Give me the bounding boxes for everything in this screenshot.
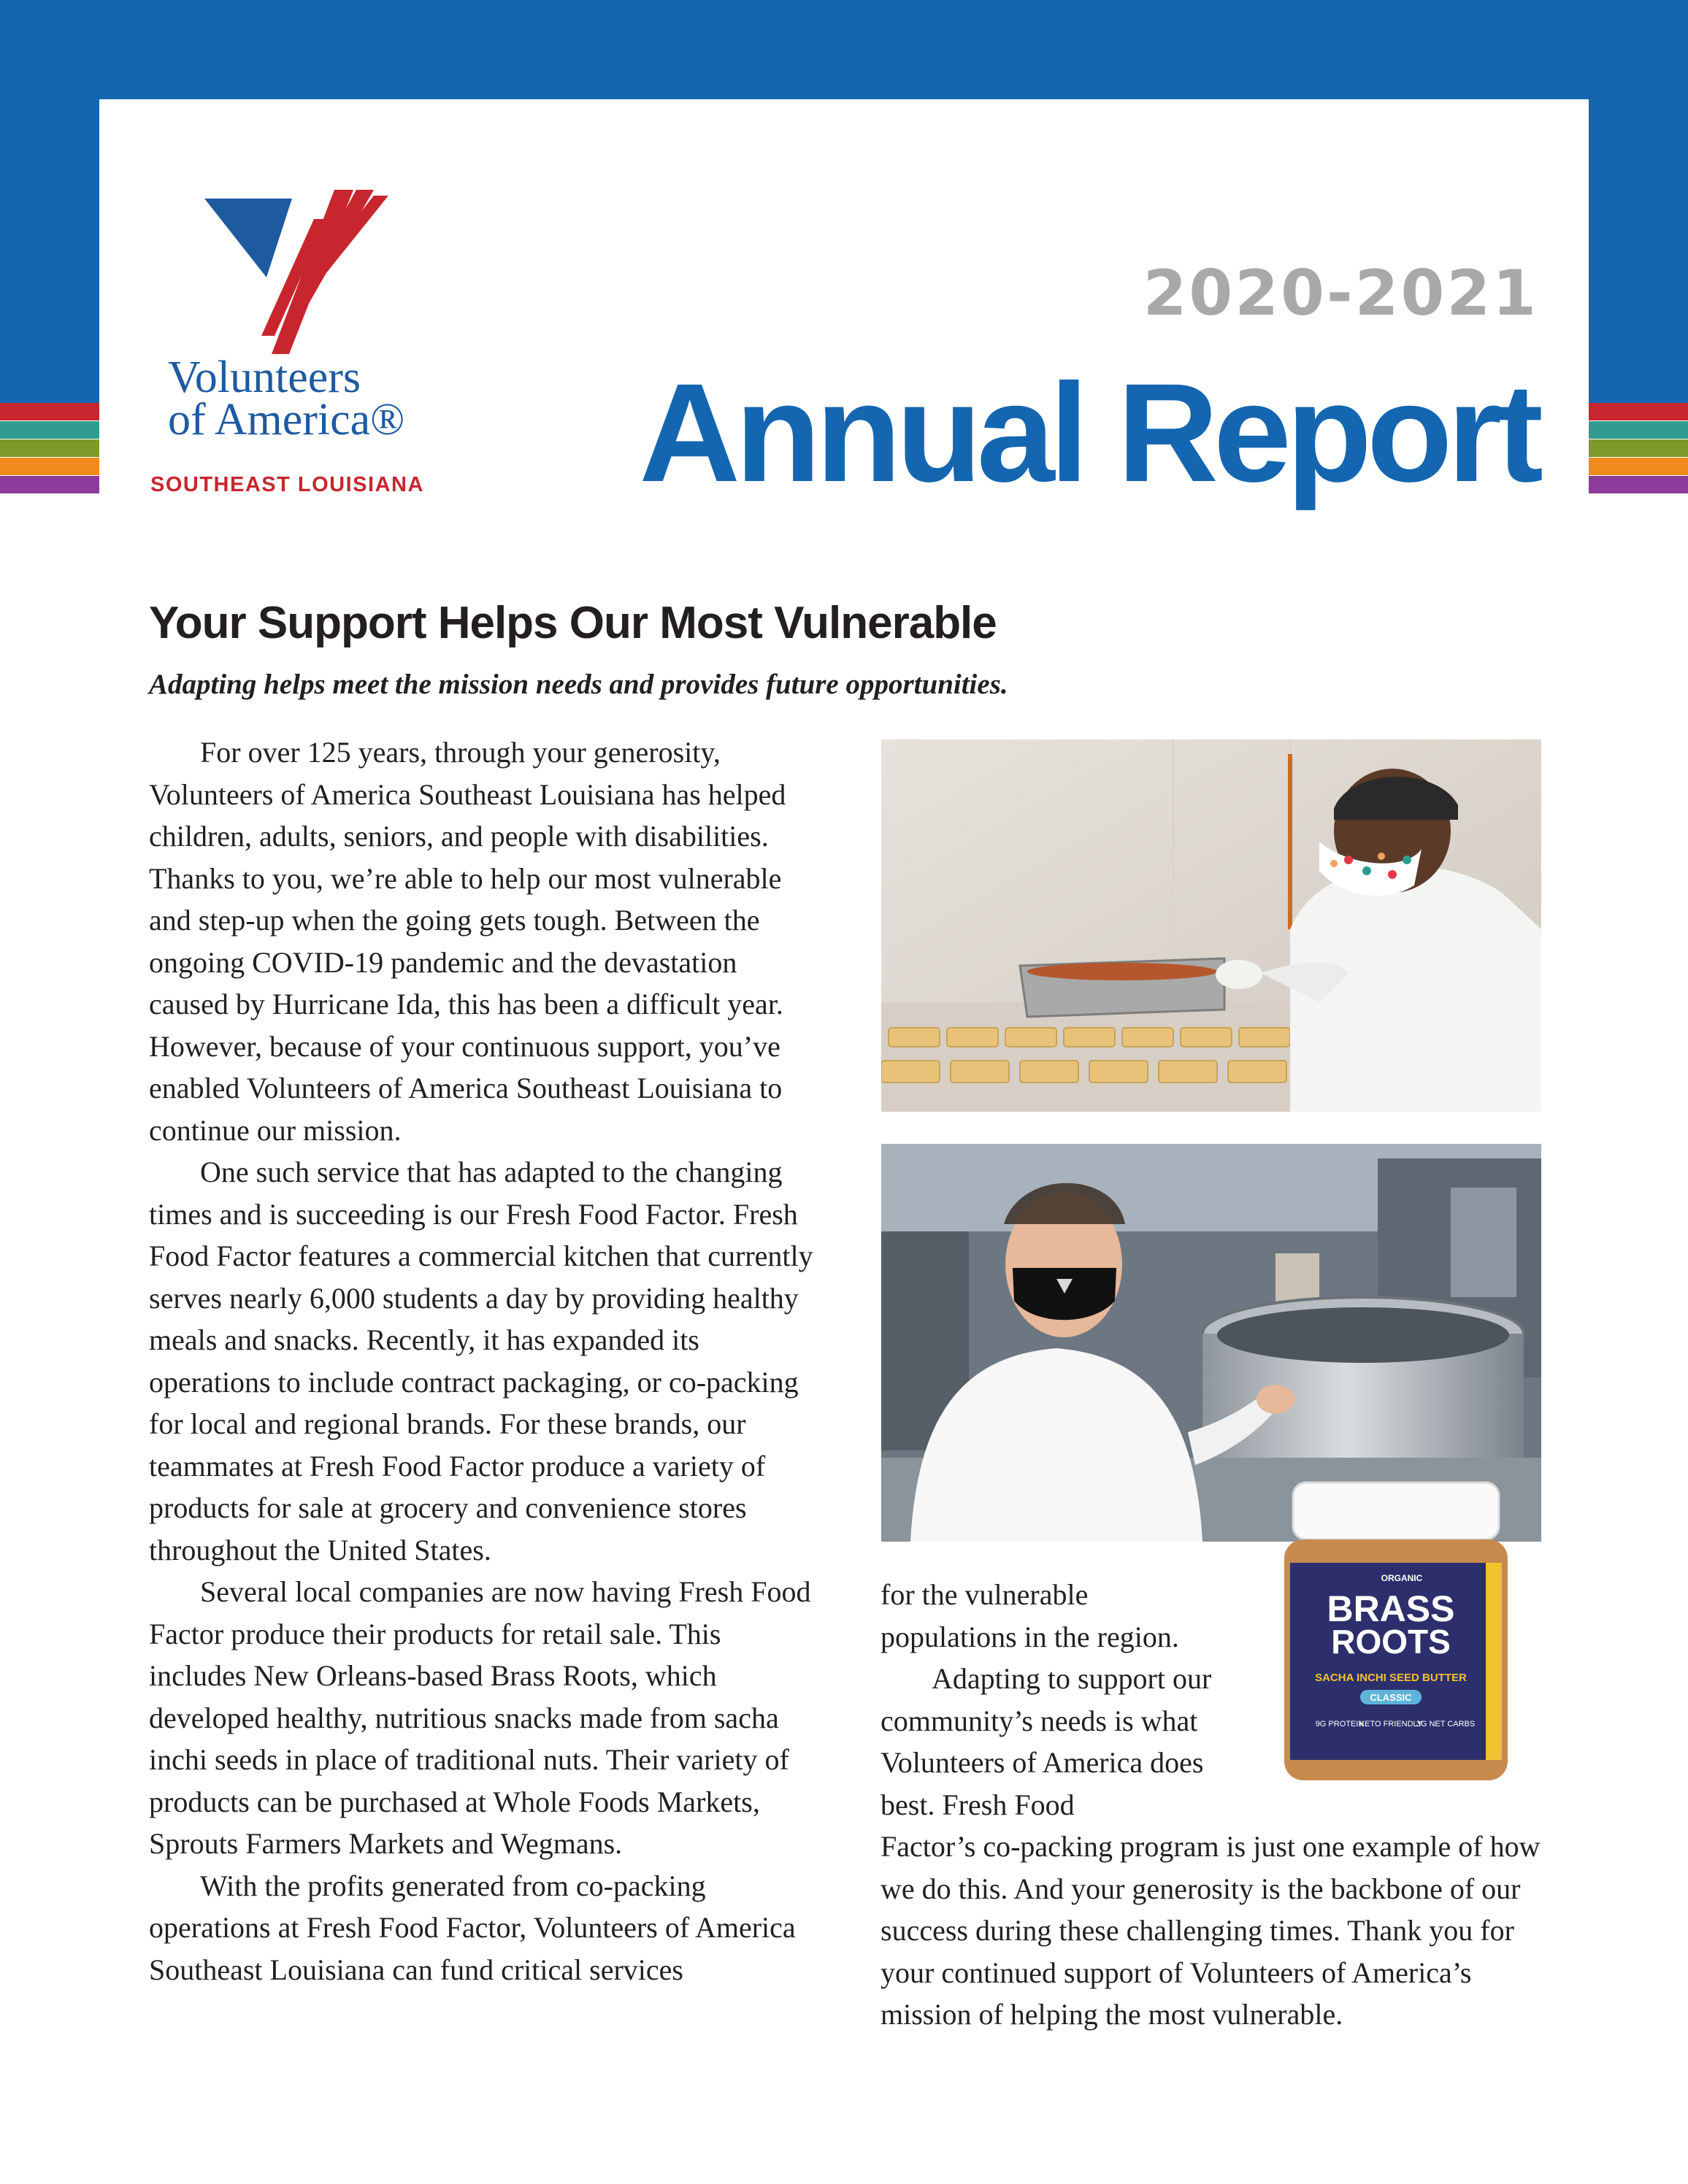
header-band: [0, 0, 1688, 99]
header-band-right: [1589, 99, 1688, 403]
paragraph: With the profits generated from co-packing operations at Fresh Food Factor, Volunteers of America Southeast Louisiana can fund critical services: [149, 1869, 796, 1986]
kitchen-worker-photo: [881, 739, 1541, 1112]
report-year: 2020-2021: [1143, 257, 1538, 330]
logo-line-1: Volunteers: [168, 353, 361, 402]
jar-fact-protein: 9G PROTEIN: [1315, 1720, 1365, 1729]
color-stripes-right: [1589, 403, 1688, 493]
voa-logo: [146, 190, 453, 504]
paragraph: Factor’s co-packing program is just one example of how we do this. And your generosity is the backbone of our success during these challenging times. Thank you for your continued support of Volunteers of America’s mission of helping the most vulnerable.: [881, 1830, 1541, 2031]
paragraph: Adapting to support our community’s needs is what Volunteers of America does best. Fresh Food: [881, 1662, 1212, 1821]
voa-logo-mark-icon: [204, 190, 394, 358]
logo-subtitle: SOUTHEAST LOUISIANA: [150, 473, 424, 496]
header-band-left: [0, 99, 99, 403]
logo-line-2: of America®: [168, 395, 405, 445]
paragraph-continuation: for the vulnerable populations in the region.: [881, 1578, 1179, 1653]
article-right-column: [881, 1574, 1552, 2036]
paragraph: For over 125 years, through your generosity, Volunteers of America Southeast Louisiana has helped children, adults, seniors, and people with disabilities. Thanks to you, we’re able to help our most vulnerable and step-up when the going gets tough. Between the ongoing COVID-19 pandemic and the devastation caused by Hurricane Ida, this has been a difficult year. However, because of your continuous support, you’ve enabled Volunteers of America Southeast Louisiana to continue our mission.: [149, 736, 786, 1147]
logo-name: [168, 353, 445, 445]
article-left-column: [149, 731, 821, 1991]
paragraph: One such service that has adapted to the changing times and is succeeding is our Fresh Food Factor. Fresh Food Factor features a commercial kitchen that currently serves nearly 6,000 students a day by providing healthy meals and snacks. Recently, it has expanded its operations to include contract packaging, or co-packing for local and regional brands. For these brands, our teammates at Fresh Food Factor produce a variety of products for sale at grocery and convenience stores throughout the United States.: [149, 1156, 813, 1566]
jar-product-name: SACHA INCHI SEED BUTTER: [1315, 1672, 1467, 1684]
jar-brand-line-2: ROOTS: [1331, 1623, 1451, 1661]
jar-organic-label: ORGANIC: [1381, 1573, 1423, 1583]
jar-fact-carbs: 3G NET CARBS: [1416, 1720, 1476, 1729]
article-headline: Your Support Helps Our Most Vulnerable: [149, 598, 997, 648]
report-title: Annual Report: [639, 354, 1538, 511]
jar-fact-keto: KETO FRIENDLY: [1359, 1720, 1423, 1729]
article-subheadline: Adapting helps meet the mission needs and provides future opportunities.: [149, 669, 1008, 700]
jar-brand-line-1: BRASS: [1327, 1588, 1455, 1629]
jar-variant: CLASSIC: [1370, 1692, 1412, 1703]
paragraph: Several local companies are now having Fresh Food Factor produce their products for retail sale. This includes New Orleans-based Brass Roots, which developed healthy, nutritious snacks made from sacha inchi seeds in place of traditional nuts. Their variety of products can be purchased at Whole Foods Markets, Sprouts Farmers Markets and Wegmans.: [149, 1575, 811, 1860]
color-stripes-left: [0, 403, 99, 493]
